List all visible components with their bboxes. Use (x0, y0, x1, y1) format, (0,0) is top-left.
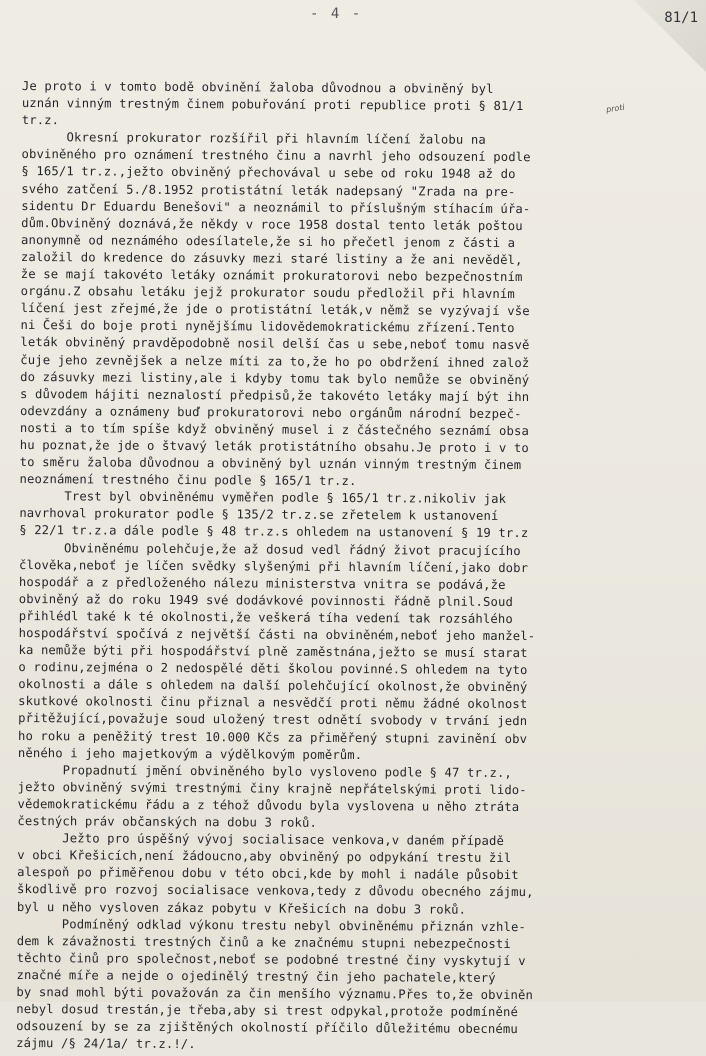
text-line: Okresní prokurator rozšířil při hlavním líčení žalobu na (21, 130, 486, 148)
text-line: líčení jest zřejmé,že jde o protistátní leták,v němž se vyzývají vše (20, 301, 530, 319)
text-line: sidentu Dr Eduardu Benešovi" a neoznámil to příslušným stíhacím úřa- (21, 198, 531, 216)
text-line: byl u něho vysloven zákaz pobytu v Křešicích na dobu 3 roků. (16, 899, 467, 917)
text-line: Je proto i v tomto bodě obvinění žaloba důvodnou a obviněný byl (21, 78, 494, 96)
document-body (16, 78, 702, 1056)
text-line: dem k závažnosti trestných činů a ke značnému stupni nebezpečnosti (16, 933, 511, 951)
text-line: škodlivě pro rozvoj socialisace venkova,tedy z důvodu obecného zájmu, (17, 882, 534, 900)
text-line: § 22/1 tr.z.a dále podle § 48 tr.z.s ohledem na ustanovení § 19 tr.z (19, 523, 529, 541)
text-line: dům.Obviněný doznává,že někdy v roce 1958 dostal tento leták poštou (21, 215, 523, 233)
page-number: 81/1 (664, 10, 698, 26)
text-line: vědemokratickému řádu a z téhož důvodu byla vyslovena u něho ztráta (17, 796, 520, 814)
text-line: okolnosti a dále s ohledem na další polehčující okolnost,že obviněný (18, 677, 528, 695)
text-line: leták obviněný pravděpodobně nosil delší čas u sebe,neboť tomu nasvě (20, 335, 530, 353)
handwritten-annotation: proti (605, 102, 626, 115)
text-line: člověka,neboť je líčen svědky slyšenými při hlavním líčení,jako dobr (18, 557, 529, 575)
text-line: nosti a to tím spíše když obviněný musel i z částečného seznámí obsa (19, 420, 530, 438)
text-line: čuje jeho zevnějšek a nelze míti za to,že ho po obdržení ihned založ (20, 352, 530, 370)
text-line: v obci Křešicích,není žádoucno,aby obviněný po odpykání trestu žil (17, 848, 512, 866)
text-line: nebyl dosud trestán,je třeba,aby si trest odpykal,protože podmíněné (16, 1002, 519, 1020)
text-line: odsouzení by se za zjištěných okolností příčilo důležitému obecnému (16, 1019, 518, 1037)
text-line: ho roku a peněžitý trest 10.000 Kčs za přiměřený stupni zavinění obv (17, 728, 528, 746)
text-line: hospodář a z předloženého nálezu ministerstva vnitra se podává,že (18, 574, 506, 592)
text-line: Podmíněný odklad výkonu trestu nebyl obviněnému přiznán vzhle- (16, 916, 527, 934)
text-line: hospodářství spočívá z největší části na obviněném,neboť jeho manžel- (18, 625, 536, 644)
text-line: anonymně od neznámého odesílatele,že si ho přečetl jenom z části a (20, 232, 516, 250)
text-line: s důvodem hájiti neznalostí předpisů,že takovéto letáky mají být ihn (20, 386, 530, 404)
text-line: těchto činů pro společnost,neboť se podobné trestné činy vyskytují v (16, 950, 526, 968)
text-line: o rodinu,zejména o 2 nedospělé děti školou povinné.S ohledem na tyto (18, 660, 528, 678)
text-line: by snad mohl býti považován za čin menšího významu.Přes to,že obviněn (16, 984, 534, 1003)
text-line: svého zatčení 5./8.1952 protistátní leták nadepsaný "Zrada na pre- (21, 181, 516, 199)
text-line: čestných práv občanských na dobu 3 roků. (17, 814, 317, 830)
text-line: Obviněnému polehčuje,že až dosud vedl řádný život pracujícího (19, 540, 521, 558)
text-line: založil do kredence do zásuvky mezi staré listiny a že ani nevěděl, (20, 249, 523, 267)
text-line: přihlédl také k té okolnosti,že veškerá tíha vedení tak rozsáhlého (18, 608, 513, 626)
text-line: ježto obviněný svými trestnými činy krajně nepřátelskými proti lido- (17, 779, 527, 797)
text-line: § 165/1 tr.z.,ježto obviněný přechovával u sebe od roku 1948 až do (21, 164, 516, 182)
text-line: alespoň po přiměřenou dobu v této obci,kde by mohl i nadále působit (17, 865, 519, 883)
text-line: obviněného pro oznámení trestného činu a navrhl jeho odsouzení podle (21, 147, 531, 165)
text-line: do zásuvky mezi listiny,ale i kdyby tomu tak bylo nemůže se obviněný (20, 369, 530, 387)
text-line: navrhoval prokurator podle § 135/2 tr.z.se zřetelem k ustanovení (19, 506, 499, 524)
text-line: zájmu /§ 24/1a/ tr.z.!/. (16, 1036, 196, 1052)
text-line: že se mají takovéto letáky oznámit prokuratorovi nebo bezpečnostním (20, 267, 523, 285)
text-line: uznán vinným trestným činem pobuřování proti republice proti § 81/1 (21, 96, 524, 114)
text-line: skutkové okolnosti činu přiznal a nesvědčí proti němu žádné okolnost (18, 694, 528, 712)
text-line: odevzdány a oznámeny buď prokuratorovi nebo orgánům národní bezpeč- (19, 403, 522, 421)
text-line: Propadnutí jmění obviněného bylo vysloveno podle § 47 tr.z., (17, 762, 512, 780)
text-line: obviněný až do roku 1949 své dodávkové povinnosti řádně plnil.Soud (18, 591, 514, 609)
text-line: ka nemůže býti při hospodářství plně zaměstnána,ježto se musí starat (18, 643, 528, 661)
text-line: orgánu.Z obsahu letáku jejž prokurator soudu předložil při hlavním (20, 284, 515, 302)
text-line: tr.z. (21, 113, 60, 128)
page-top-mark: - 4 - (310, 6, 363, 22)
text-line: hu poznat,že jde o štvavý leták protistátního obsahu.Je proto i v to (19, 437, 529, 456)
text-line: neoznámení trestného činu podle § 165/1 tr.z. (19, 472, 357, 489)
text-line: přitěžující,považuje soud uložený trest odnětí svobody v trvání jedn (18, 711, 528, 729)
text-line: Ježto pro úspěšný vývoj socialisace venkova,v daném případě (17, 831, 505, 849)
text-line: Trest byl obviněnému vyměřen podle § 165/1 tr.z.nikoliv jak (19, 489, 507, 507)
text-line: ni Češi do boje proti nynějšímu lidovědemokratickému zřízení.Tento (20, 318, 515, 336)
text-line: to směru žaloba důvodnou a obviněný byl uznán vinným trestným činem (19, 455, 522, 473)
text-line: něného i jeho majetkovým a výdělkovým poměrům. (17, 745, 363, 762)
text-line: značné míře a nejde o ojedinělý trestný čin jeho pachatele,který (16, 967, 496, 985)
